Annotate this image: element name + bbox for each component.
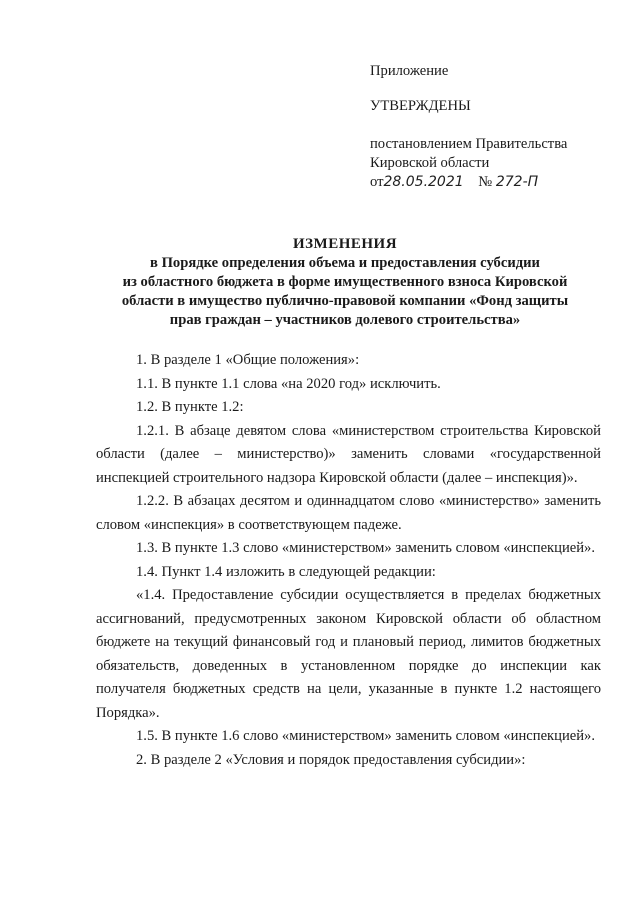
handwritten-date: 28.05.2021 — [383, 174, 464, 190]
document-body — [96, 349, 601, 772]
document-title — [80, 235, 610, 330]
paragraph: «1.4. Предоставление субсидии осуществляется в пределах бюджетных ассигнований, предусмотренных законом Кировской области об областном бюджете на текущий финансовый год и плановый период, лимитов бюджетных обязательств, доведенных в установленном порядке до инспекции как получателя бюджетных средств на цели, указанные в пункте 1.2 настоящего Порядка». — [96, 587, 601, 721]
appendix-label: Приложение — [370, 63, 449, 79]
paragraph: 1.5. В пункте 1.6 слово «министерством» заменить словом «инспекцией». — [136, 728, 595, 744]
from-prefix: от — [370, 174, 384, 190]
paragraph: 1.2. В пункте 1.2: — [136, 399, 244, 415]
decree-line-1: постановлением Правительства — [370, 136, 568, 152]
title-line: области в имущество публично-правовой компании «Фонд защиты — [121, 293, 569, 309]
decree-date-number — [370, 173, 610, 192]
paragraph: 1.3. В пункте 1.3 слово «министерством» заменить словом «инспекцией». — [136, 540, 595, 556]
paragraph: 1.1. В пункте 1.1 слова «на 2020 год» исключить. — [136, 375, 441, 392]
title-line: из областного бюджета в форме имущественного взноса Кировской — [122, 274, 568, 290]
paragraph: 1.2.2. В абзацах десятом и одиннадцатом слово «министерство» заменить словом «инспекция» в соответствующем падеже. — [96, 493, 601, 533]
approved-label: УТВЕРЖДЕНЫ — [370, 98, 471, 114]
paragraph: 1. В разделе 1 «Общие положения»: — [136, 352, 360, 368]
decree-line-2: Кировской области — [370, 155, 490, 171]
approval-block — [370, 62, 610, 192]
number-prefix: № — [478, 174, 493, 190]
title-line: прав граждан – участников долевого строительства» — [169, 312, 521, 328]
paragraph: 1.2.1. В абзаце девятом слова «министерством строительства Кировской области (далее – министерство)» заменить словами «государственной инспекцией строительного надзора Кировской области (далее – инспекция)». — [96, 422, 601, 486]
title-line: в Порядке определения объема и предоставления субсидии — [150, 255, 540, 271]
paragraph: 1.4. Пункт 1.4 изложить в следующей редакции: — [136, 563, 436, 580]
paragraph: 2. В разделе 2 «Условия и порядок предоставления субсидии»: — [136, 751, 526, 768]
handwritten-number: 272-П — [495, 174, 539, 190]
title-heading: ИЗМЕНЕНИЯ — [292, 236, 398, 252]
